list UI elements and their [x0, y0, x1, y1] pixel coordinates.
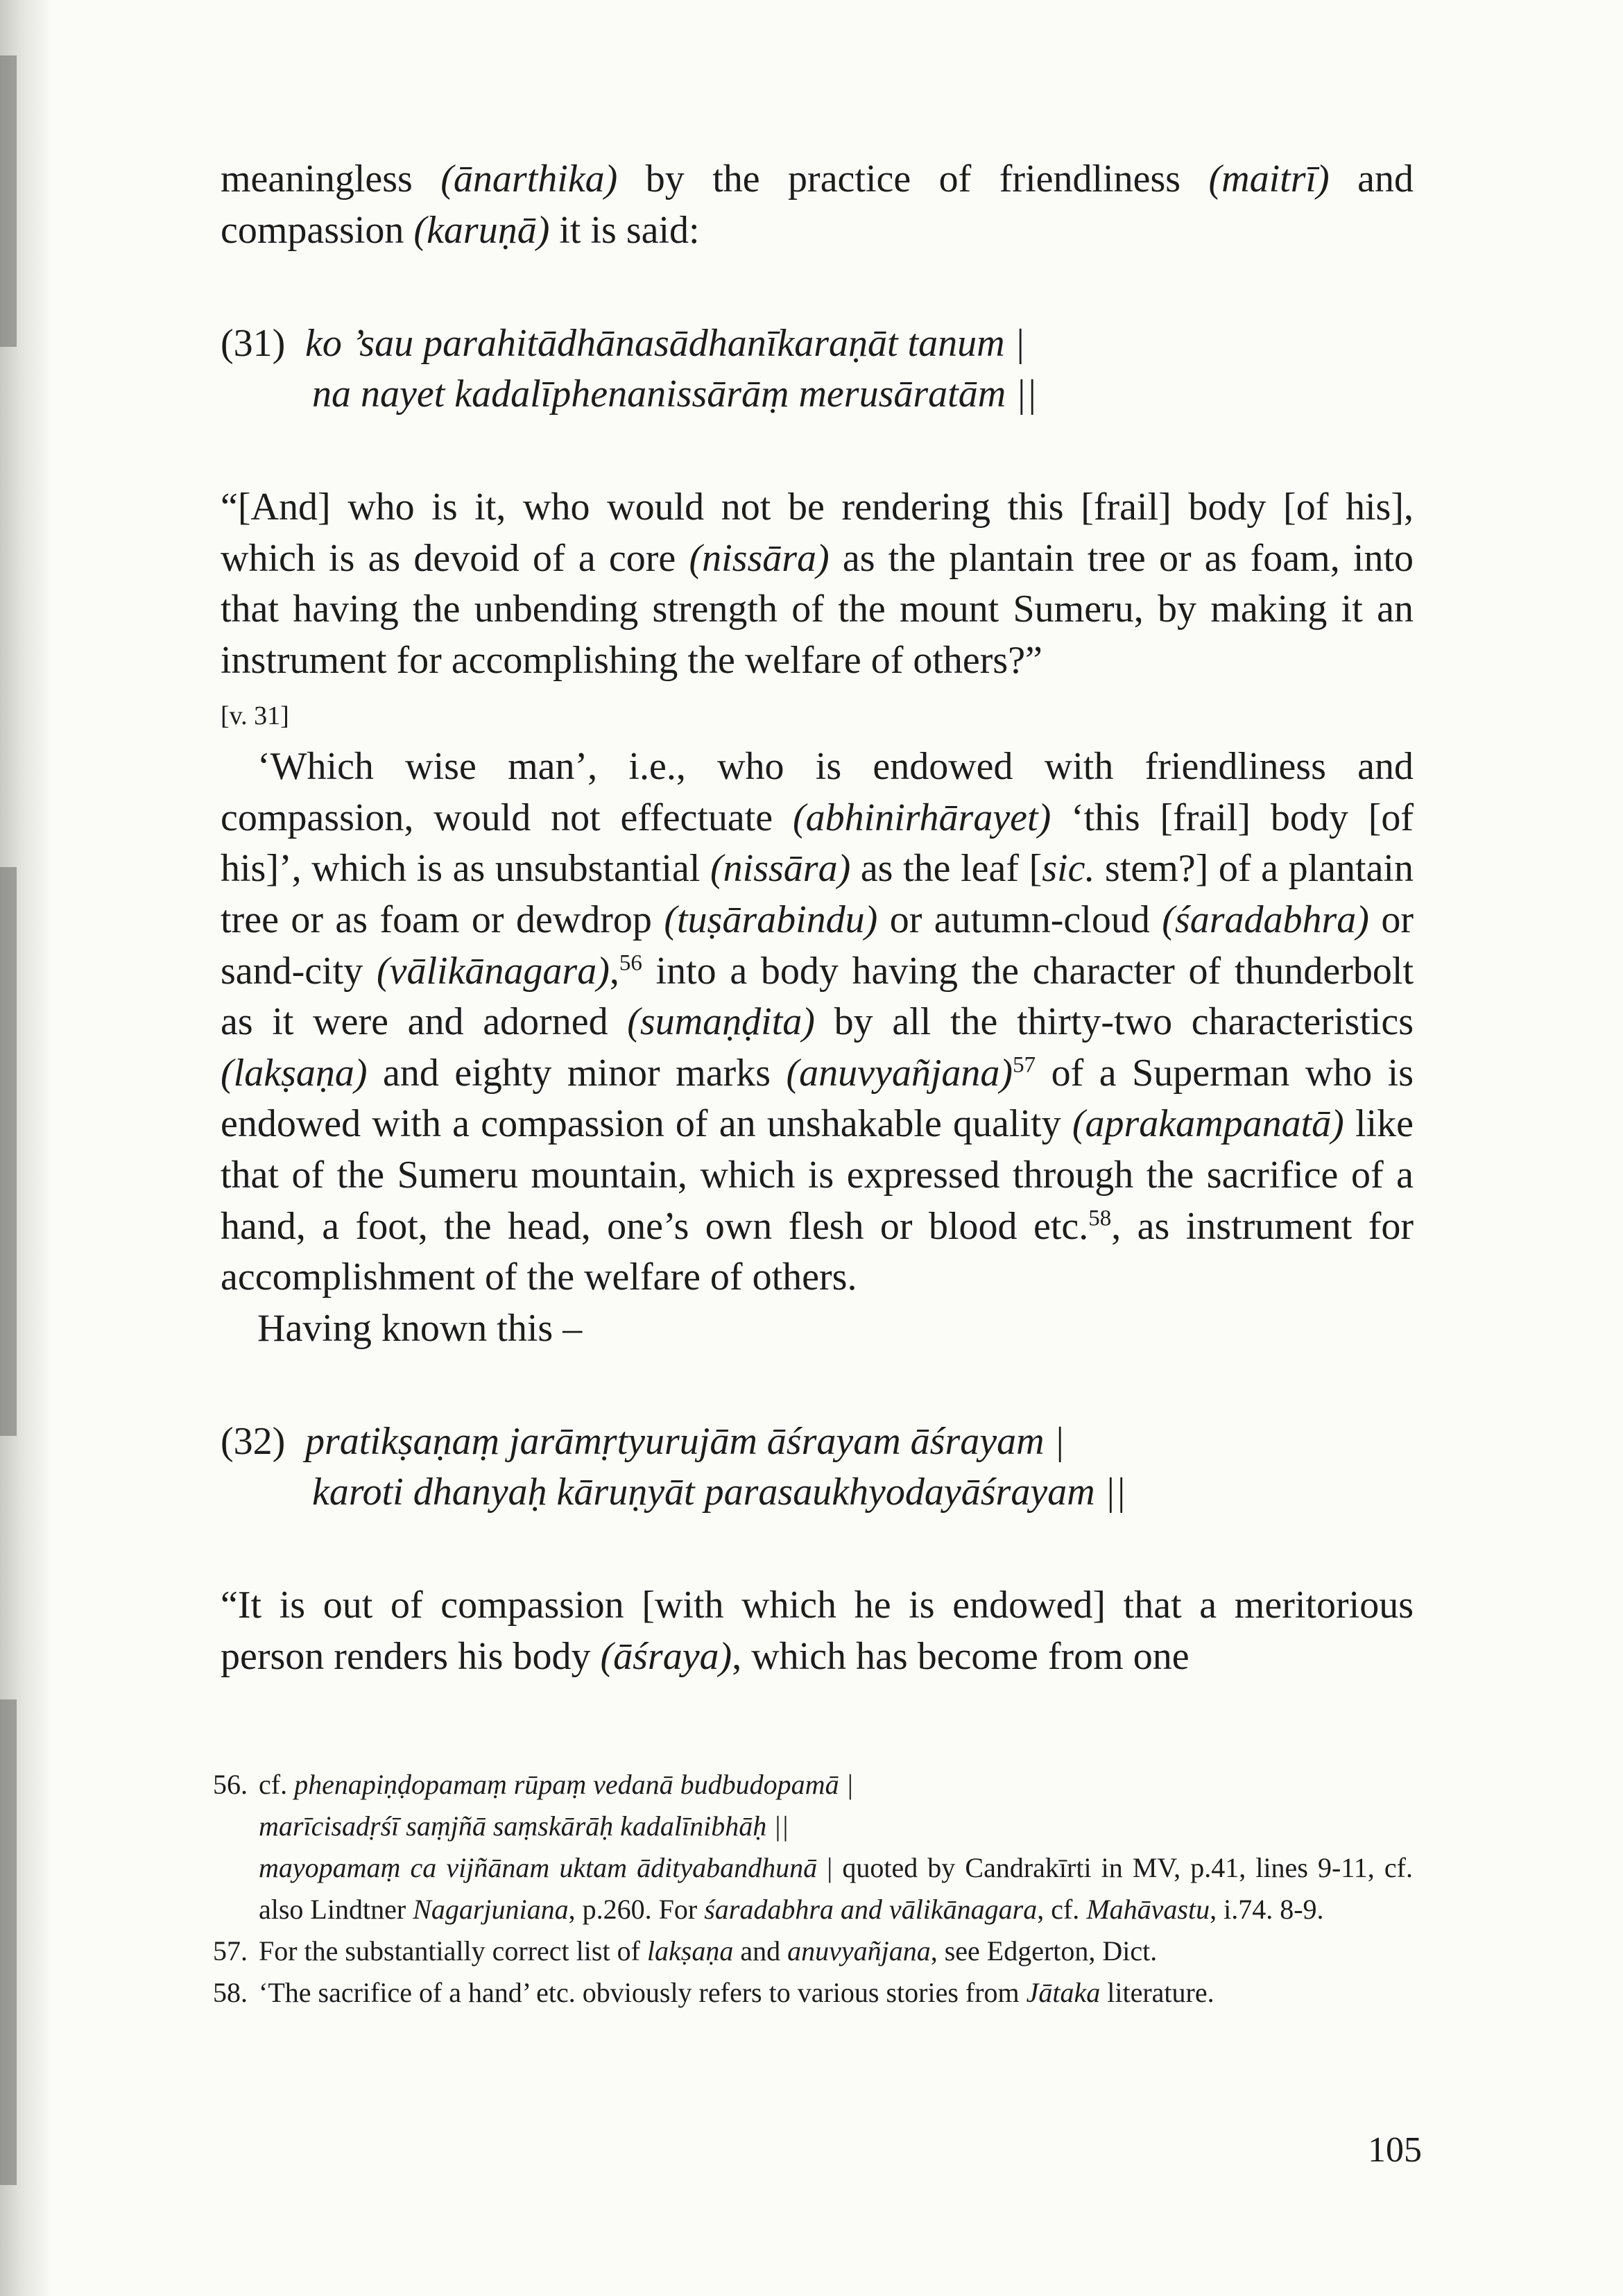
verse-reference: [v. 31]: [221, 701, 289, 730]
footnote-text: For the substantially correct list of lakṣaṇa and anuvyañjana, see Edgerton, Dict.: [259, 1935, 1158, 1967]
paragraph-having-known: Having known this –: [257, 1306, 583, 1350]
paragraph-translation-32: “It is out of compassion [with which he is endowed] that a meritorious person renders his body (āśraya), which has become from one: [221, 1584, 1414, 1678]
page-number: 105: [1368, 2130, 1422, 2170]
footnote-number: 57.: [213, 1935, 248, 1967]
footnote-56: [213, 1764, 1413, 1930]
verse-32: [221, 1416, 1414, 1518]
footnote-ref-56[interactable]: 56: [619, 950, 642, 975]
footnote-ref-57[interactable]: 57: [1013, 1052, 1036, 1078]
page-body: [221, 154, 1414, 1682]
verse-number: (32): [221, 1420, 286, 1464]
verse-32-line-2: karoti dhanyaḥ kāruṇyāt parasaukhyodayāśrayam ||: [312, 1471, 1126, 1514]
footnotes: [213, 1764, 1413, 2014]
binding-shadow: [0, 1699, 17, 2185]
binding-shadow: [0, 55, 17, 347]
footnote-text: ‘The sacrifice of a hand’ etc. obviously refers to various stories from Jātaka literature.: [259, 1977, 1214, 2008]
verse-31-line-2: na nayet kadalīphenanissārāṃ merusāratām ||: [312, 372, 1037, 416]
paragraph-intro: meaningless (ānarthika) by the practice of friendliness (maitrī) and compassion (karuṇā) it is said:: [221, 157, 1414, 252]
verse-number: (31): [221, 322, 286, 366]
footnote-number: 58.: [213, 1977, 248, 2008]
verse-31-line-1: (31) ko ’sau parahitādhānasādhanīkaraṇāt tanum |: [221, 318, 1414, 369]
footnote-number: 56.: [213, 1769, 248, 1800]
verse-31: [221, 318, 1414, 420]
binding-shadow: [0, 867, 17, 1436]
footnote-57: [213, 1930, 1413, 1972]
footnote-text: cf. phenapiṇḍopamaṃ rūpaṃ vedanā budbudopamā | marīcisadṛśī saṃjñā saṃskārāḥ kadalīnibhāḥ || mayopamaṃ ca vijñānam uktam ādityabandhunā | quoted by Candrakīrti in MV, p.41, lines 9-11, cf. also Lindtner Nagarjuniana, p.260. For śaradabhra and vālikānagara, cf. Mahāvastu, i.74. 8-9.: [259, 1769, 1413, 1925]
verse-32-line-1: (32) pratikṣaṇaṃ jarāmṛtyurujām āśrayam āśrayam |: [221, 1416, 1414, 1467]
footnote-ref-58[interactable]: 58: [1088, 1205, 1112, 1231]
footnote-58: [213, 1972, 1413, 2014]
paragraph-translation-31: “[And] who is it, who would not be rendering this [frail] body [of his], which is as devoid of a core (nissāra) as the plantain tree or as foam, into that having the unbending strength of the mount Sumeru, by making it an instrument for accomplishing the welfare of others?” [v. 31]: [221, 486, 1414, 730]
paragraph-commentary: ‘Which wise man’, i.e., who is endowed with friendliness and compassion, would not effectuate (abhinirhārayet) ‘this [frail] body [of his]’, which is as unsubstantial (nissāra) as the leaf [sic. stem?] of a plantain tree or as foam or dewdrop (tuṣārabindu) or autumn-cloud (śaradabhra) or sand-city (vālikānagara),$^{56}$ into a body having the character of thunderbolt as it were and adorned (sumaṇḍita) by all the thirty-two characteristics (lakṣaṇa) and eighty minor marks (anuvyañjana)$^{57}$ of a Superman who is endowed with a compassion of an unshakable quality (aprakampanatā) like that of the Sumeru mountain, which is expressed through the sacrifice of a hand, a foot, the head, one’s own flesh or blood etc.$^{58}$, as instrument for accomplishment of the welfare of others.: [221, 745, 1414, 1299]
